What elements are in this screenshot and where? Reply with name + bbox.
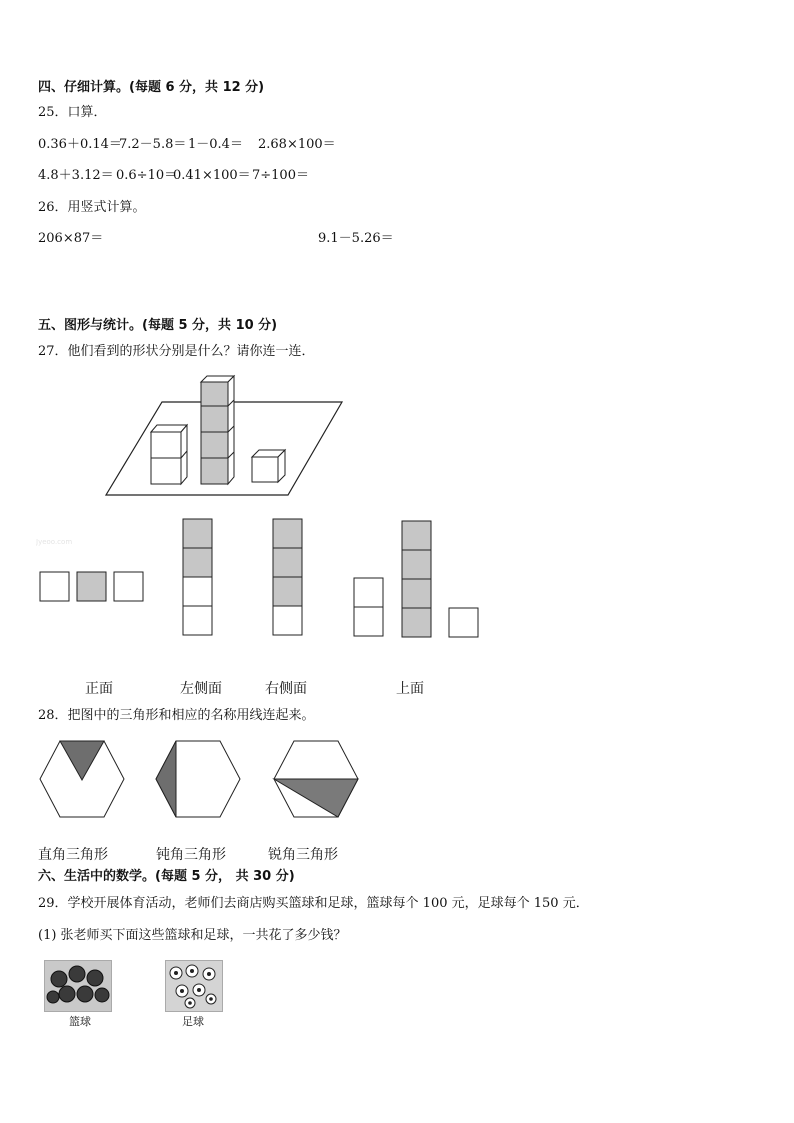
view-option-a xyxy=(40,572,143,601)
q28-title: 28．把图中的三角形和相应的名称用线连起来。 xyxy=(38,708,315,723)
view-option-c xyxy=(273,519,302,635)
q25-row1-item3: 1－0.4＝ xyxy=(188,137,243,152)
basketball-caption: 篮球 xyxy=(69,1015,91,1028)
q25-row2-item4: 7÷100＝ xyxy=(252,168,309,183)
triangle-name-right: 直角三角形 xyxy=(38,847,108,863)
q25-row1-item4: 2.68×100＝ xyxy=(258,137,336,152)
basketball-icons xyxy=(45,961,111,1011)
view-label-top: 上面 xyxy=(396,681,424,697)
q25-row1-item2: 7.2－5.8＝ xyxy=(119,137,187,152)
q25-row2-item1: 4.8＋3.12＝ xyxy=(38,168,114,183)
section5-heading: 五、图形与统计。(每题 5 分，共 10 分) xyxy=(38,318,278,333)
q29-sub1: (1) 张老师买下面这些篮球和足球，一共花了多少钱？ xyxy=(38,928,347,943)
q27-view-options xyxy=(36,516,496,646)
section6-heading: 六、生活中的数学。(每题 5 分， 共 30 分) xyxy=(38,869,295,884)
view-option-b xyxy=(183,519,212,635)
hexagon-2 xyxy=(156,741,240,817)
triangle-name-acute: 锐角三角形 xyxy=(268,847,338,863)
cube-stack-middle xyxy=(201,376,234,484)
q27-cube-figure xyxy=(100,372,360,502)
hexagon-1 xyxy=(40,741,124,817)
triangle-name-obtuse: 钝角三角形 xyxy=(156,847,226,863)
q25-row2-item3: 0.41×100＝ xyxy=(173,168,251,183)
q28-hexagon-figures xyxy=(36,738,376,822)
view-label-right: 右侧面 xyxy=(265,681,307,697)
watermark-text: Jyeoo.com xyxy=(36,538,73,546)
q25-title: 25．口算． xyxy=(38,105,107,120)
section4-heading: 四、仔细计算。(每题 6 分，共 12 分) xyxy=(38,80,265,95)
view-label-left: 左侧面 xyxy=(180,681,222,697)
cube-single-right xyxy=(252,450,285,482)
basketball-photo xyxy=(44,960,112,1012)
football-caption: 足球 xyxy=(182,1015,204,1028)
q27-title: 27．他们看到的形状分别是什么？请你连一连． xyxy=(38,344,315,359)
q25-row2-item2: 0.6÷10＝ xyxy=(116,168,178,183)
q25-row1-item1: 0.36＋0.14＝ xyxy=(38,137,122,152)
view-label-front: 正面 xyxy=(85,681,113,697)
q29-title: 29．学校开展体育活动，老师们去商店购买篮球和足球，篮球每个 100 元，足球每个 150 元． xyxy=(38,896,589,911)
view-option-d xyxy=(354,521,478,637)
cube-stack-left xyxy=(151,425,187,484)
hexagon-3 xyxy=(274,741,358,817)
q26-item1: 206×87＝ xyxy=(38,231,104,246)
q26-item2: 9.1－5.26＝ xyxy=(318,231,394,246)
football-photo xyxy=(165,960,223,1012)
football-icons xyxy=(166,961,222,1011)
q26-title: 26．用竖式计算。 xyxy=(38,200,146,215)
